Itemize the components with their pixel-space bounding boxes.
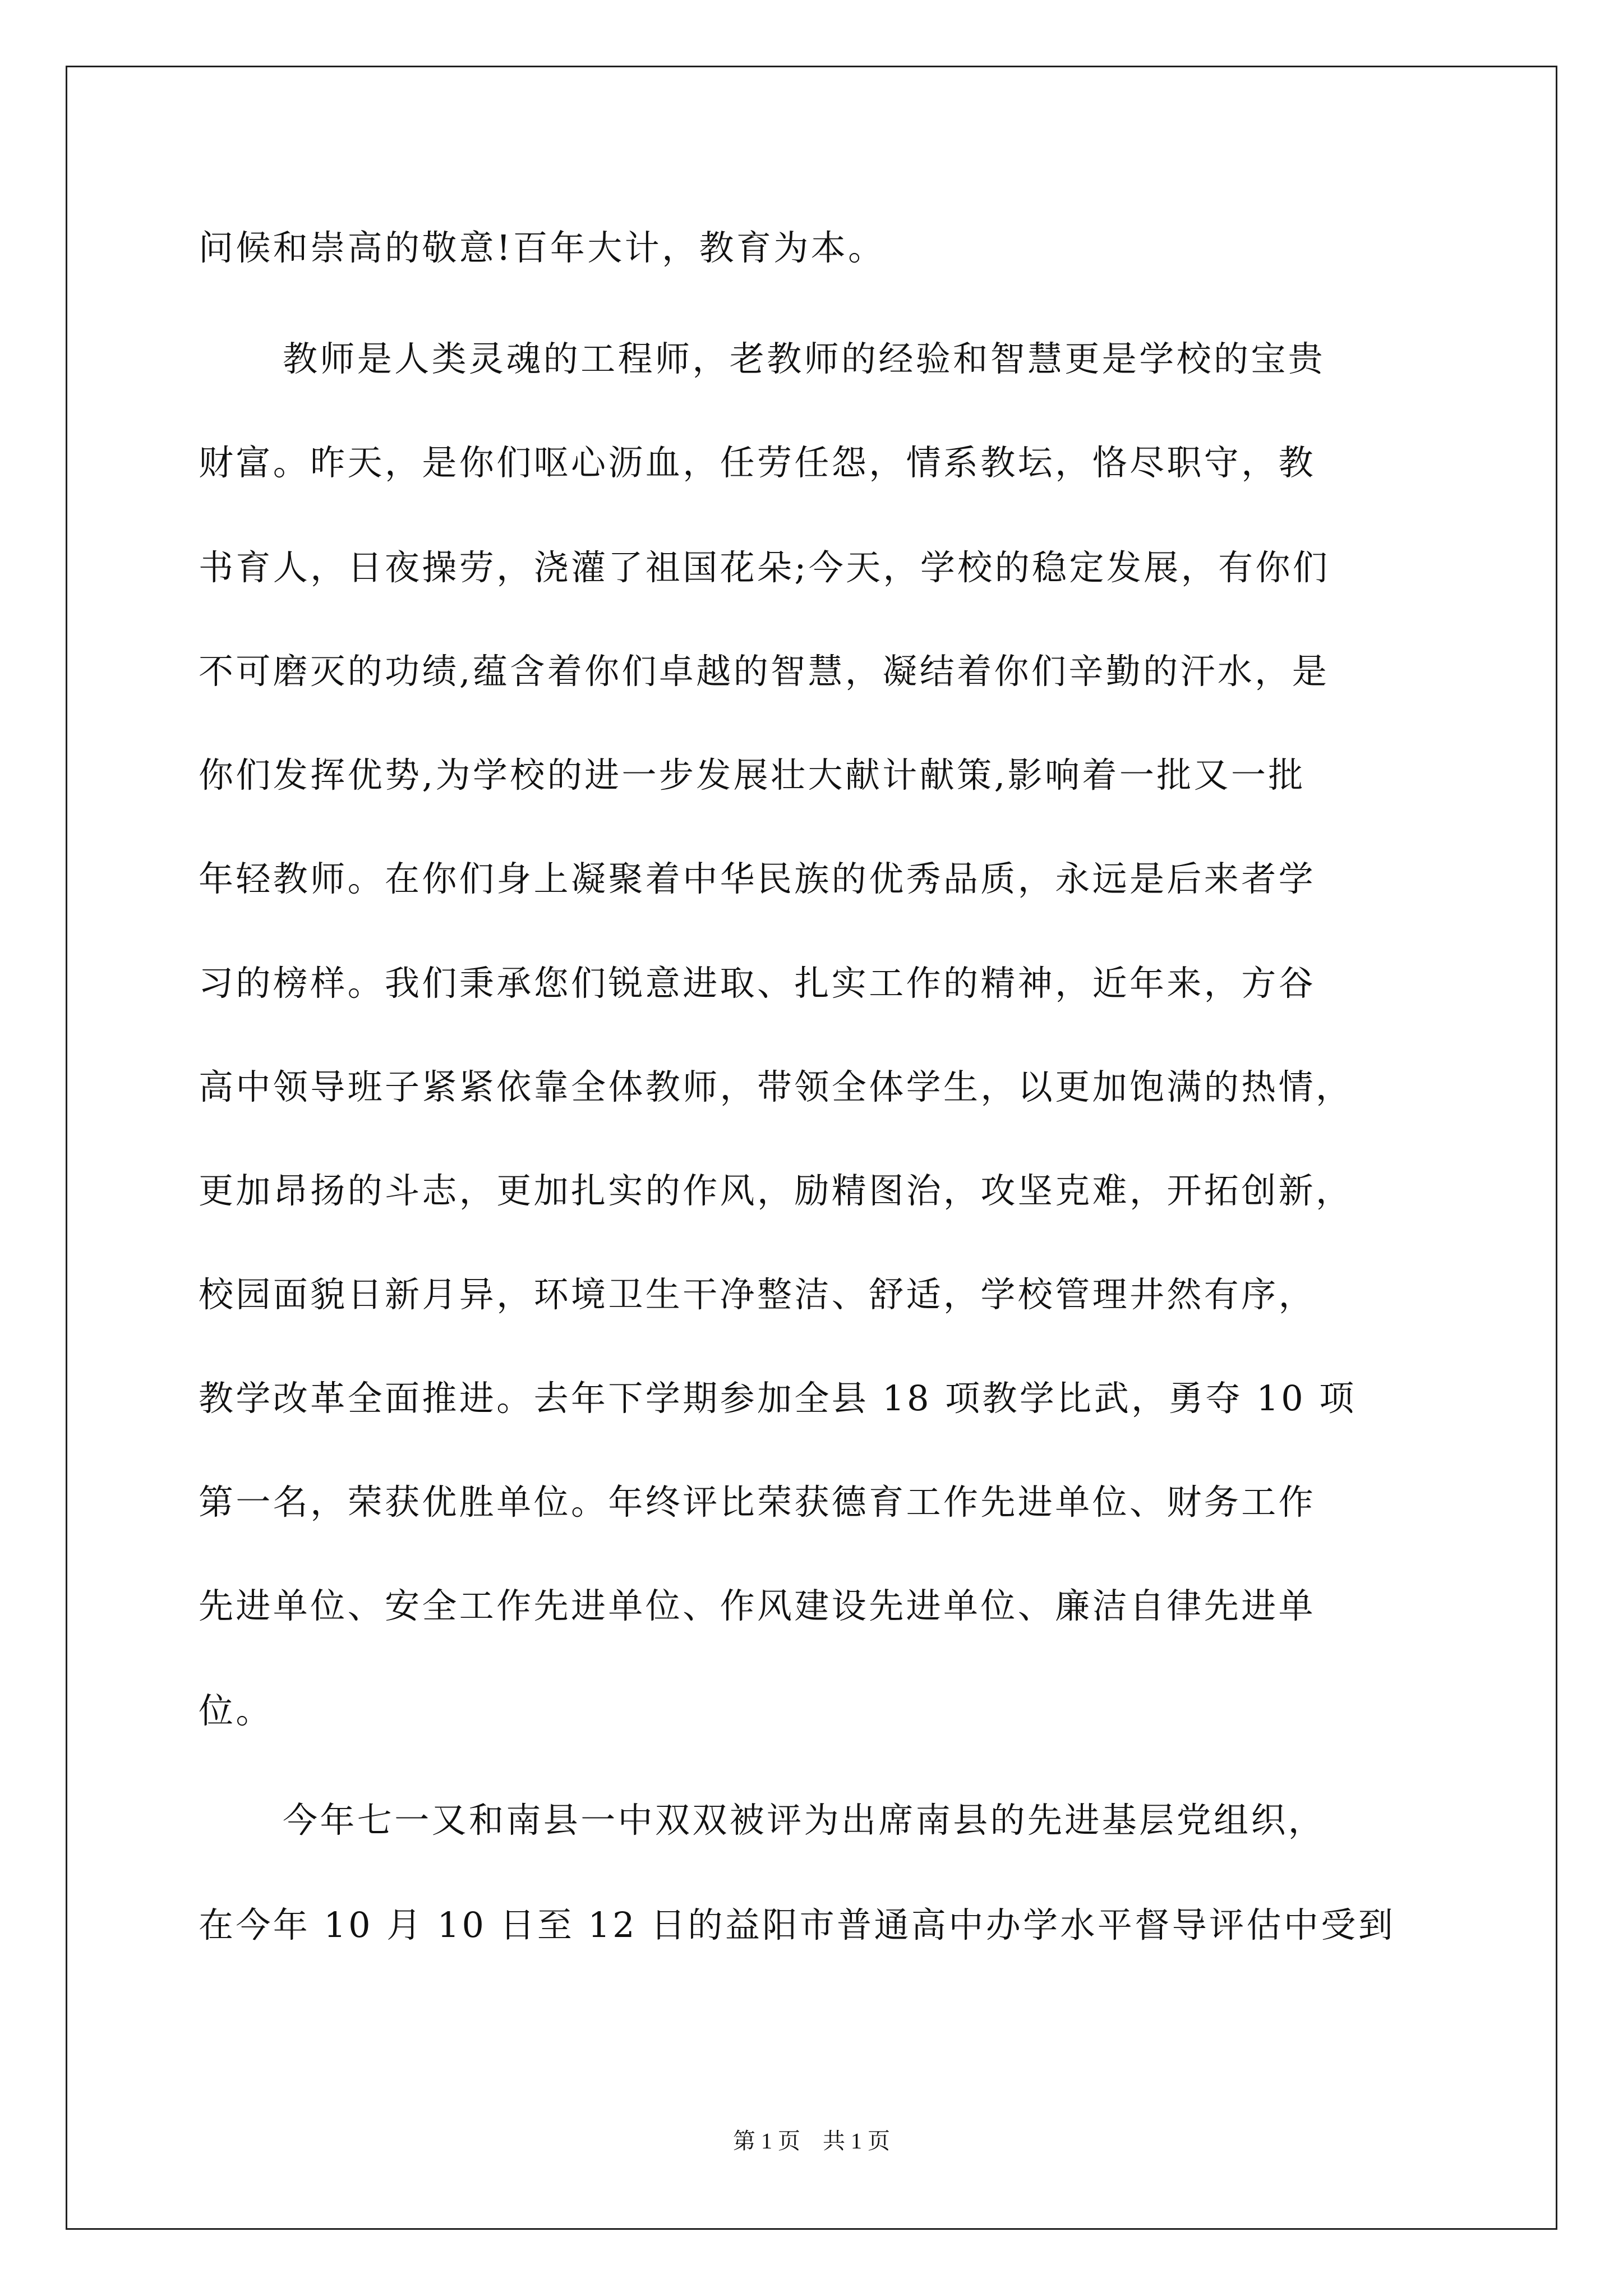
text-line-16: 今年七一又和南县一中双双被评为出席南县的先进基层党组织， bbox=[283, 1800, 1326, 1841]
text-line-10: 更加昂扬的斗志，更加扎实的作风，励精图治，攻坚克难，开拓创新， bbox=[199, 1170, 1353, 1211]
text-line-11: 校园面貌日新月异，环境卫生干净整洁、舒适，学校管理井然有序， bbox=[199, 1274, 1316, 1315]
text-line-4: 书育人，日夜操劳，浇灌了祖国花朵;今天，学校的稳定发展，有你们 bbox=[199, 547, 1330, 588]
text-line-13: 第一名，荣获优胜单位。年终评比荣获德育工作先进单位、财务工作 bbox=[199, 1481, 1316, 1522]
text-line-1: 问候和崇高的敬意!百年大计，教育为本。 bbox=[199, 227, 886, 268]
text-line-9: 高中领导班子紧紧依靠全体教师，带领全体学生，以更加饱满的热情， bbox=[199, 1066, 1353, 1107]
page-footer: 第 1 页 共 1 页 bbox=[733, 2128, 890, 2154]
text-line-5: 不可磨灭的功绩,蕴含着你们卓越的智慧，凝结着你们辛勤的汗水，是 bbox=[199, 651, 1330, 692]
text-line-6: 你们发挥优势,为学校的进一步发展壮大献计献策,影响着一批又一批 bbox=[199, 754, 1306, 795]
text-line-12: 教学改革全面推进。去年下学期参加全县 18 项教学比武，勇夺 10 项 bbox=[199, 1378, 1357, 1419]
text-line-8: 习的榜样。我们秉承您们锐意进取、扎实工作的精神，近年来，方谷 bbox=[199, 963, 1316, 1004]
text-line-3: 财富。昨天，是你们呕心沥血，任劳任怨，情系教坛，恪尽职守，教 bbox=[199, 442, 1316, 483]
text-line-2: 教师是人类灵魂的工程师，老教师的经验和智慧更是学校的宝贵 bbox=[283, 338, 1326, 379]
text-line-15: 位。 bbox=[199, 1690, 273, 1731]
text-line-14: 先进单位、安全工作先进单位、作风建设先进单位、廉洁自律先进单 bbox=[199, 1585, 1316, 1626]
text-line-17: 在今年 10 月 10 日至 12 日的益阳市普通高中办学水平督导评估中受到 bbox=[199, 1904, 1396, 1945]
text-line-7: 年轻教师。在你们身上凝聚着中华民族的优秀品质，永远是后来者学 bbox=[199, 858, 1316, 899]
